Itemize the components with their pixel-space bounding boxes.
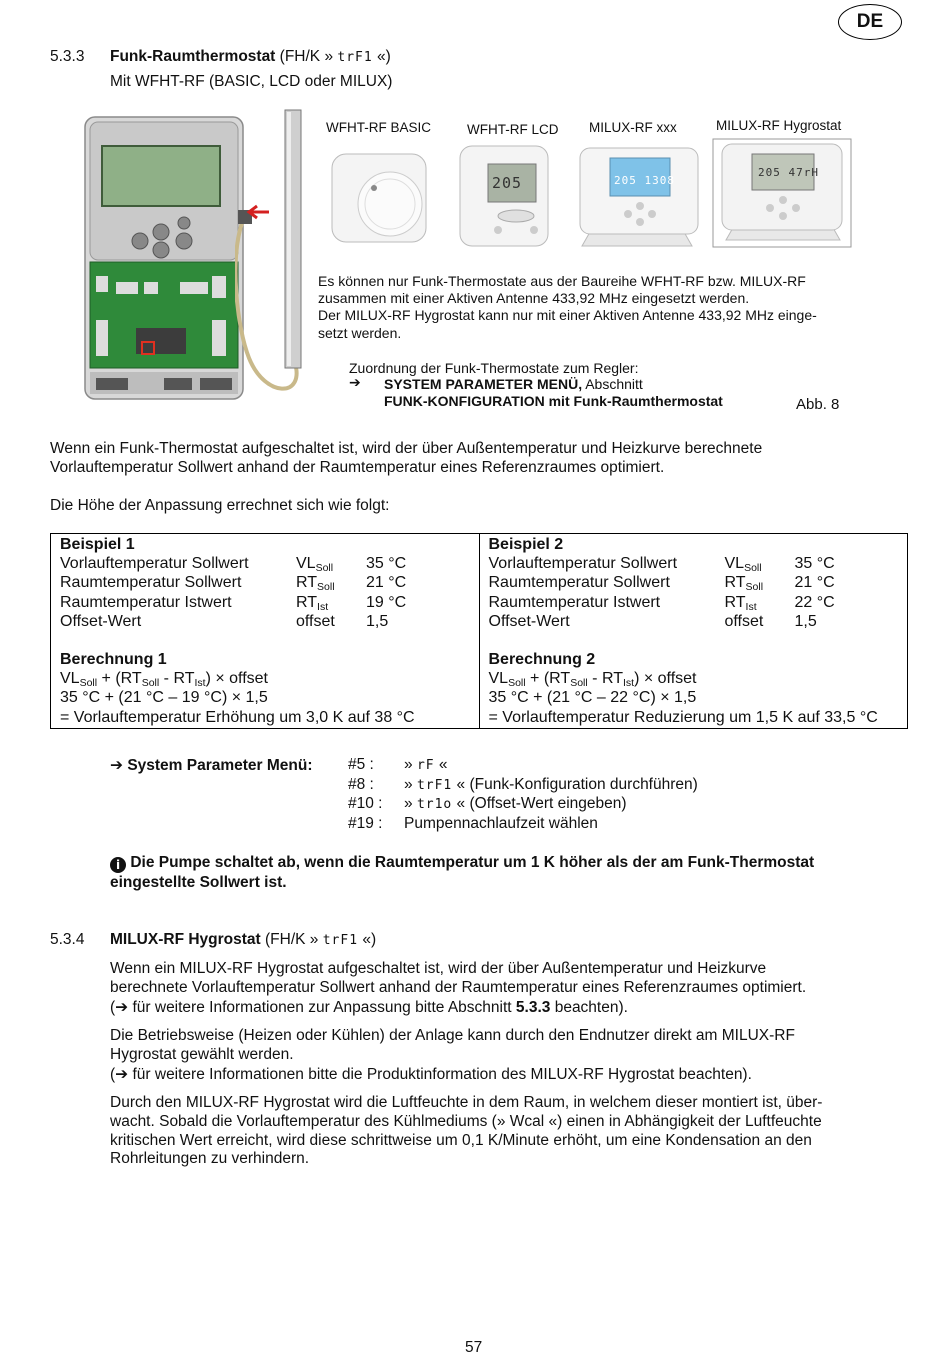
row-label: Offset-Wert [60,612,142,630]
note-line: Der MILUX-RF Hygrostat kann nur mit einer Aktiven Antenne 433,92 MHz einge- [318,307,817,324]
row-label: Raumtemperatur Istwert [488,593,661,611]
warning-line: eingestellte Sollwert ist. [110,874,287,891]
row-value: 19 °C [366,593,407,611]
text-line: Vorlauftemperatur Sollwert anhand der Raumtemperatur eines Referenzraumes optimiert. [50,459,665,476]
menu-item: #10 : » tr1o « (Offset-Wert eingeben) [348,795,627,812]
assign-menu-ref [384,376,643,392]
row-value: 21 °C [794,574,835,592]
arrow-icon: ➔ [115,1064,129,1083]
row-symbol: offset [296,612,335,630]
example-cell-2 [479,534,908,729]
menu-item: #5 : » rF « [348,756,448,773]
text-line: kritischen Wert erreicht, wird diese schrittweise um 0,1 K/Minute erhöht, um eine Kondensation an den [110,1131,812,1149]
row-symbol: $RT_{Soll}$ [296,574,335,594]
arrow-icon: ➔ [115,997,129,1016]
lcd-display-value: 205 [492,174,523,192]
text-line: (➔ für weitere Informationen zur Anpassung bitte Abschnitt 5.3.3 beachten). [110,997,628,1016]
row-symbol: offset [724,612,764,630]
wfht-rf-lcd-image [458,144,550,253]
row-value: 22 °C [794,593,835,611]
system-menu-label: System Parameter Menü: [127,757,313,774]
calculation-table [50,533,908,729]
example-row [489,573,900,592]
milux-display-value: 205 1308 [614,174,675,187]
row-symbol: $RT_{Soll}$ [724,574,764,594]
text-line: (➔ für weitere Informationen bitte die Produktinformation des MILUX-RF Hygrostat beachten). [110,1064,752,1083]
row-label: Vorlauftemperatur Sollwert [488,555,678,573]
example-row [489,612,900,631]
row-value: 1,5 [366,612,389,630]
example-row [489,593,900,612]
info-icon: i [110,857,126,873]
formula-line: $VL_{Soll} + (RT_{Soll} - RT_{Ist})$ × offset [488,670,697,690]
text-line: Hygrostat gewählt werden. [110,1045,294,1063]
example-title: Beispiel 2 [488,536,564,553]
section-number: 5.3.4 [50,931,85,948]
row-label: Raumtemperatur Sollwert [488,574,670,592]
device-label-hygrostat: MILUX-RF Hygrostat [716,118,842,133]
row-symbol: $VL_{Soll}$ [296,555,334,575]
note-line: setzt werden. [318,324,402,341]
section-heading: MILUX-RF Hygrostat (FH/K » trF1 «) [110,931,377,948]
menu-item: #8 : » trF1 « (Funk-Konfiguration durchführen) [348,776,698,793]
language-badge: DE [838,4,902,40]
section-number: 5.3.3 [50,48,85,65]
section-heading [110,48,391,66]
assign-section: FUNK-KONFIGURATION mit Funk-Raumthermostat [384,393,723,409]
calc-line: 35 °C + (21 °C – 19 °C) × 1,5 [60,689,268,707]
note-line: zusammen mit einer Aktiven Antenne 433,92 MHz eingesetzt werden. [318,290,750,307]
heading-post: «) [372,48,391,65]
calc-result: = Vorlauftemperatur Erhöhung um 3,0 K auf 38 °C [60,708,415,726]
row-label: Vorlauftemperatur Sollwert [60,555,249,573]
section-title: MILUX-RF Hygrostat [110,931,261,948]
row-label: Raumtemperatur Sollwert [60,574,242,592]
intro-paragraph [50,439,762,477]
heading-pre: (FH/K » [275,48,338,65]
row-value: 35 °C [794,555,835,573]
antenna-illustration [235,108,305,406]
milux-rf-image [572,142,706,257]
row-value: 21 °C [366,574,407,592]
example-row [489,554,900,573]
figure-note [318,273,878,342]
assign-menu-rest: Abschnitt [582,376,643,392]
display-code: trF1 [337,50,373,65]
example-row [60,573,471,592]
hygrostat-display-value: 205 47rH [758,166,819,179]
row-label: Raumtemperatur Istwert [60,593,232,611]
wfht-rf-basic-image [330,150,430,251]
assign-menu-bold: SYSTEM PARAMETER MENÜ, [384,376,583,392]
section-subtitle: Mit WFHT-RF (BASIC, LCD oder MILUX) [110,73,393,90]
milux-rf-hygrostat-image [712,138,852,253]
row-symbol: $RT_{Ist}$ [296,593,329,613]
row-value: 1,5 [794,612,817,630]
menu-item: #19 : Pumpennachlaufzeit wählen [348,815,598,832]
text-line: Die Betriebsweise (Heizen oder Kühlen) der Anlage kann durch den Endnutzer direkt am MILUX-RF [110,1027,795,1044]
section-title: Funk-Raumthermostat [110,48,276,65]
formula-line: $VL_{Soll} + (RT_{Soll} - RT_{Ist})$ × offset [60,670,268,690]
page-number: 57 [465,1339,483,1356]
calc-title: Berechnung 2 [488,651,596,669]
device-label-milux: MILUX-RF xxx [589,120,677,135]
row-label: Offset-Wert [488,612,570,630]
device-label-basic: WFHT-RF BASIC [326,120,431,135]
text-line: Wenn ein MILUX-RF Hygrostat aufgeschaltet ist, wird der über Außentemperatur und Heizkurve [110,960,767,977]
calc-intro: Die Höhe der Anpassung errechnet sich wie folgt: [50,497,390,514]
row-symbol: $VL_{Soll}$ [724,555,762,575]
example-row [60,554,471,573]
system-menu-heading [110,756,313,775]
device-label-lcd: WFHT-RF LCD [467,122,559,137]
example-row [60,612,471,631]
example-title: Beispiel 1 [60,536,135,553]
text-line: Rohrleitungen zu verhindern. [110,1150,310,1168]
calc-result: = Vorlauftemperatur Reduzierung um 1,5 K auf 33,5 °C [488,708,878,726]
paragraph [110,1094,900,1169]
example-cell-1 [51,534,480,729]
pump-warning [110,853,900,893]
paragraph [110,960,900,1017]
warning-line: i Die Pumpe schaltet ab, wenn die Raumtemperatur um 1 K höher als der am Funk-Thermostat [110,853,900,873]
calc-title: Berechnung 1 [60,651,167,669]
row-symbol: $RT_{Ist}$ [724,593,757,613]
controller-illustration [84,116,244,400]
paragraph [110,1027,900,1084]
arrow-icon: ➔ [110,756,123,774]
text-line: berechnete Vorlauftemperatur Sollwert anhand der Raumtemperatur eines Referenzraumes optimiert. [110,978,807,996]
text-line: wacht. Sobald die Vorlauftemperatur des Kühlmediums (» Wcal «) einen in Abhängigkeit der Luftfeuchte [110,1112,822,1130]
example-row [60,593,471,612]
figure-caption: Abb. 8 [796,396,840,413]
text-line: Durch den MILUX-RF Hygrostat wird die Luftfeuchte in dem Raum, in welchem dieser montiert ist, über- [110,1094,823,1111]
assign-intro: Zuordnung der Funk-Thermostate zum Regler: [349,360,639,376]
row-value: 35 °C [366,555,407,573]
text-line: Wenn ein Funk-Thermostat aufgeschaltet ist, wird der über Außentemperatur und Heizkurve berechnete [50,440,763,457]
note-line: Es können nur Funk-Thermostate aus der Baureihe WFHT-RF bzw. MILUX-RF [318,273,806,289]
calc-line: 35 °C + (21 °C – 22 °C) × 1,5 [488,689,697,707]
arrow-icon: ➔ [349,375,361,391]
